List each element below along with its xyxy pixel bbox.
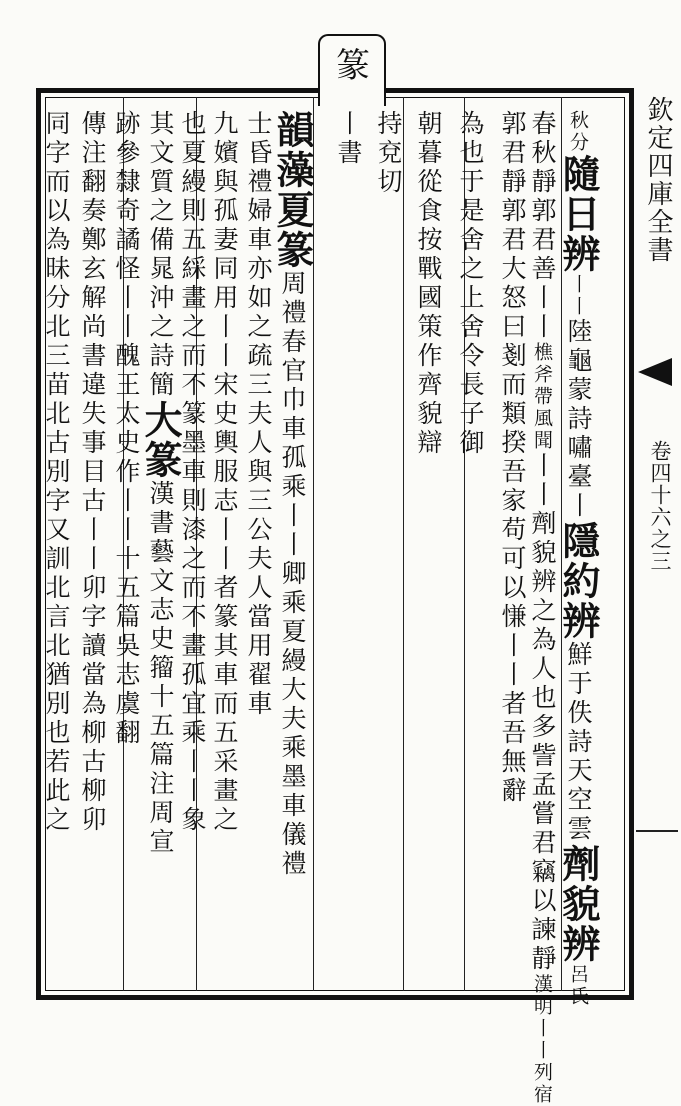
text-column: [490, 110, 534, 980]
margin-rule: [636, 830, 678, 832]
body-text: 鮮于佚詩天空雲: [564, 641, 593, 844]
body-text: 陸龜蒙詩嘯臺丨: [564, 318, 593, 521]
body-text: 漢書藝文志史籀十五篇注周宣: [146, 480, 175, 857]
annotation-text: 呂氏: [567, 964, 589, 1008]
heading-tab-char: 篆: [336, 46, 370, 86]
headword-char: 劑: [556, 844, 601, 884]
headword-char: 隱: [556, 521, 601, 561]
body-text: 春秋靜郭君善丨丨: [528, 110, 557, 342]
body-text: 朝暮從食按戰國策作齊貌辯: [414, 110, 443, 458]
volume-label: 卷四十六之三: [648, 440, 672, 572]
body-text: 為也于是舍之上舍令長子御: [456, 110, 485, 458]
headword-char: 夏: [270, 190, 315, 230]
body-text: 王太史作丨丨十五篇吳志虞翻: [112, 371, 141, 748]
body-text: 丨書: [334, 110, 363, 168]
headword-char: 藻: [270, 150, 315, 190]
annotation-text: 漢明丨丨列宿: [531, 974, 553, 1106]
body-text: 也夏縵則五綵畫之而不篆墨車則漆之而不畫孤宜乘丨丨象: [178, 110, 207, 835]
headword-char: 篆: [138, 440, 183, 480]
body-text: 其文質之備晁沖之詩簡: [146, 110, 175, 400]
book-title: 欽定四庫全書: [643, 96, 673, 264]
text-column: [326, 110, 370, 980]
body-text: 九嬪與孤妻同用丨丨宋史輿服志丨丨者篆其車而五采畫之: [210, 110, 239, 835]
body-text: 同字而以為昧分北三苗北古別字又訓北言北猶別也若此之: [42, 110, 71, 835]
headword-char: 辨: [556, 924, 601, 964]
headword-char: 篆: [270, 230, 315, 270]
body-text: 士昏禮婦車亦如之疏三夫人與三公夫人當用翟車: [244, 110, 273, 719]
body-text: 郭君靜郭君大怒曰剗而類揆吾家苟可以慊丨丨者吾無辭: [498, 110, 527, 806]
headword-char: 日: [556, 194, 601, 234]
body-text: 周禮春官巾車孤乘丨丨卿乘夏縵大夫乘墨車儀禮: [278, 270, 307, 879]
annotation-text: 秋分: [567, 110, 589, 154]
headword-char: 約: [556, 561, 601, 601]
body-text: 跡參隸奇譎怪丨丨醜: [112, 110, 141, 371]
text-column: [448, 110, 492, 980]
annotation-text: 樵斧帶風聞: [531, 342, 553, 452]
body-text: 丨丨劑貌辨之為人也多訾孟嘗君竊以諫靜: [528, 452, 557, 974]
headword-char: 貌: [556, 884, 601, 924]
headword-char: 韻: [270, 110, 315, 150]
headword-char: 辨: [556, 601, 601, 641]
fish-tail-mark: [638, 358, 672, 386]
annotation-text: 丨丨: [567, 274, 589, 318]
headword-char: 大: [138, 400, 183, 440]
body-text: 持兗切: [374, 110, 403, 197]
headword-char: 隨: [556, 154, 601, 194]
text-column: [406, 110, 450, 980]
headword-char: 辨: [556, 234, 601, 274]
text-column: [34, 110, 78, 980]
body-text: 傳注翻奏鄭玄解尚書違失事目古丨丨卯字讀當為柳古柳卯: [78, 110, 107, 835]
text-column: [366, 110, 410, 980]
